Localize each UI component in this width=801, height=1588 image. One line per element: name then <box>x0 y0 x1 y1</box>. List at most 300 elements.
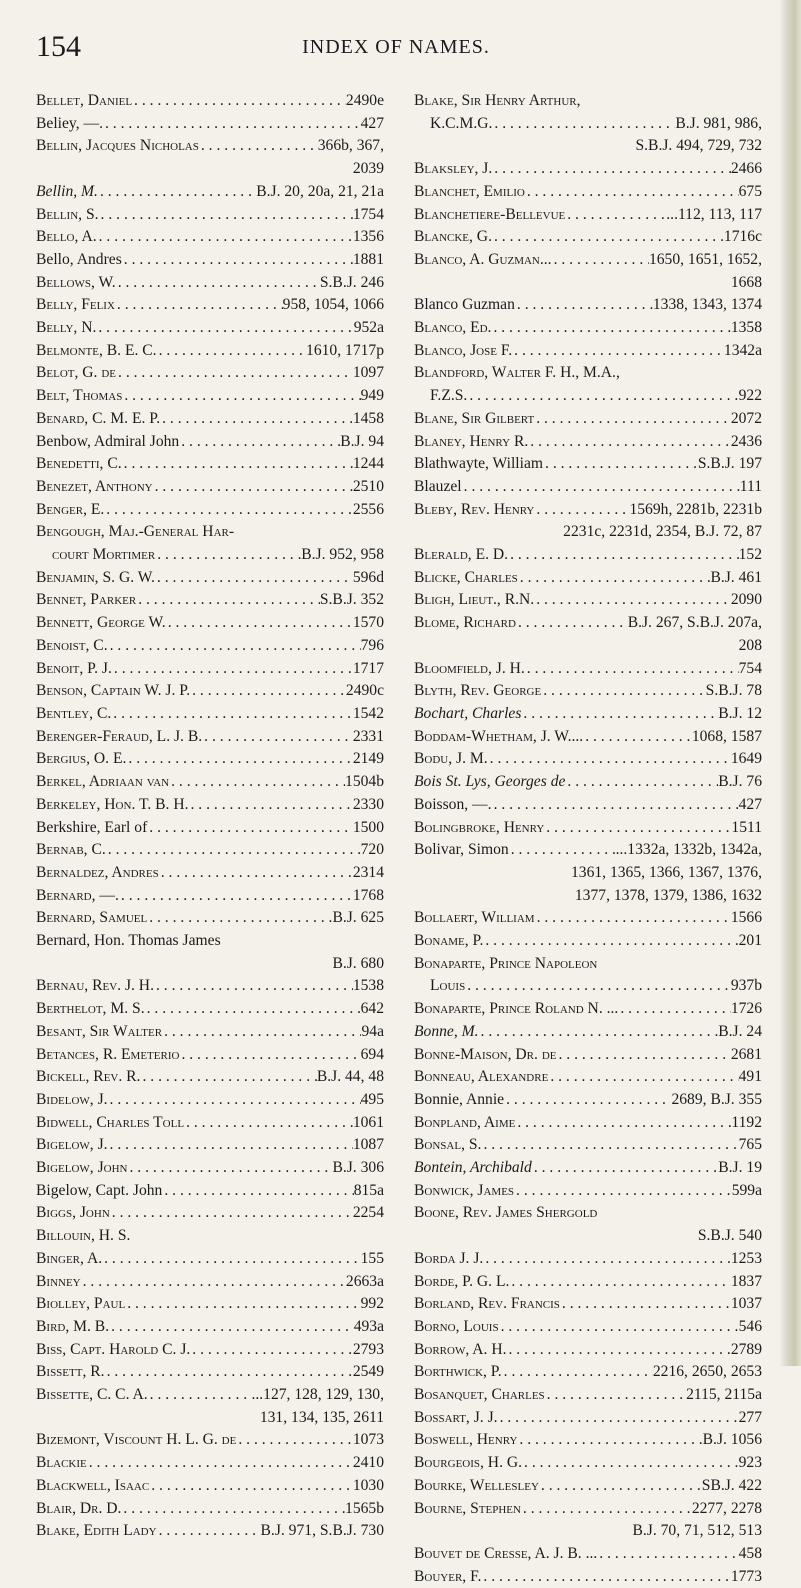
entry-name: Bonpland, Aime <box>414 1113 516 1131</box>
entry-line <box>36 1498 384 1521</box>
entry-line <box>414 226 762 249</box>
entry-name: Bennett, George W. <box>36 614 166 632</box>
index-entry <box>414 204 762 227</box>
entry-name: Bellin, M. <box>36 182 98 200</box>
entry-refs: 111 <box>739 477 762 495</box>
leader-dots <box>507 1339 731 1362</box>
leader-dots <box>539 1475 702 1498</box>
leader-dots <box>145 998 361 1021</box>
leader-dots <box>498 1407 739 1430</box>
entry-line <box>36 1293 384 1316</box>
entry-name: Bidelow, J. <box>36 1090 108 1108</box>
entry-refs-continued: S.B.J. 540 <box>697 1227 762 1245</box>
entry-name: Boone, Rev. James Shergold <box>414 1204 598 1222</box>
entry-refs: 958, 1054, 1066 <box>282 296 384 314</box>
leader-dots <box>508 544 739 567</box>
entry-line <box>36 1044 384 1067</box>
entry-name: Bentley, C. <box>36 704 112 722</box>
leader-dots <box>147 817 353 840</box>
leader-dots <box>483 1248 731 1271</box>
leader-dots <box>116 362 353 385</box>
entry-name: Besant, Sir Walter <box>36 1022 163 1040</box>
entry-line <box>36 1271 384 1294</box>
entry-subline <box>414 975 762 998</box>
entry-refs: 1458 <box>352 409 384 427</box>
leader-dots <box>110 1202 353 1225</box>
entry-refs: 2277, 2278 <box>691 1499 762 1517</box>
leader-dots <box>190 680 346 703</box>
entry-refs: 1030 <box>352 1476 384 1494</box>
entry-refs: 1716c <box>723 228 762 246</box>
leader-dots <box>122 385 360 408</box>
entry-refs: 491 <box>738 1068 762 1086</box>
entry-name: Biggs, John <box>36 1204 110 1222</box>
entry-refs: 2490c <box>345 682 384 700</box>
entry-line <box>414 726 762 749</box>
leader-dots <box>147 907 332 930</box>
entry-refs: 2510 <box>352 477 384 495</box>
leader-dots <box>488 748 731 771</box>
entry-line <box>36 703 384 726</box>
leader-dots <box>153 476 353 499</box>
entry-line <box>36 771 384 794</box>
entry-name: Bourgeois, H. G. <box>414 1454 523 1472</box>
entry-name: Bernab, C. <box>36 841 106 859</box>
entry-line <box>36 249 384 272</box>
entry-line <box>414 771 762 794</box>
entry-line <box>414 1566 762 1588</box>
leader-dots <box>465 975 731 998</box>
index-entry <box>414 1248 762 1271</box>
index-entry <box>36 1498 384 1521</box>
entry-name: Bochart, Charles <box>414 704 522 722</box>
leader-dots <box>504 1089 671 1112</box>
entry-refs: 2793 <box>352 1340 384 1358</box>
entry-refs: B.J. 461 <box>710 568 762 586</box>
index-entry <box>36 1520 384 1543</box>
index-entry <box>414 453 762 476</box>
entry-name: Belt, Thomas <box>36 387 123 405</box>
entry-line <box>414 544 762 567</box>
entry-name: Blathwayte, William <box>414 455 544 473</box>
entry-line <box>36 907 384 930</box>
entry-refs: 1338, 1343, 1374 <box>652 296 762 314</box>
entry-name: Biolley, Paul <box>36 1295 126 1313</box>
entry-name: Borde, P. G. L. <box>414 1272 510 1290</box>
index-entry <box>414 1361 762 1384</box>
leader-dots <box>516 612 628 635</box>
entry-name: Blanco Guzman <box>414 296 515 314</box>
leader-dots <box>492 113 675 136</box>
index-entry <box>36 1475 384 1498</box>
entry-name: Berkeley, Hon. T. B. H. <box>36 795 189 813</box>
entry-refs: 366b, 367, <box>317 137 384 155</box>
entry-line <box>36 680 384 703</box>
leader-dots <box>179 431 340 454</box>
leader-dots <box>618 998 730 1021</box>
leader-dots <box>122 453 353 476</box>
index-entry <box>36 589 384 612</box>
index-entry <box>414 1134 762 1157</box>
entry-name: Borrow, A. H. <box>414 1340 507 1358</box>
index-entry <box>36 1066 384 1089</box>
entry-refs-continued: 2231c, 2231d, 2354, B.J. 72, 87 <box>563 523 762 541</box>
index-entry <box>36 794 384 817</box>
entry-name: F.Z.S. <box>430 387 468 405</box>
entry-name: Blerald, E. D. <box>414 546 509 564</box>
entry-name: Bigelow, J. <box>36 1136 108 1154</box>
entry-name: Bonsal, S. <box>414 1136 482 1154</box>
entry-name: Blome, Richard <box>414 614 516 632</box>
leader-dots <box>518 567 711 590</box>
entry-refs: 2689, B.J. 355 <box>671 1090 762 1108</box>
entry-line <box>414 1021 762 1044</box>
entry-refs: 1754 <box>352 205 384 223</box>
index-entry <box>36 703 384 726</box>
entry-line <box>414 1157 762 1180</box>
entry-refs-continued: 1668 <box>730 273 762 291</box>
entry-line <box>36 499 384 522</box>
entry-name: Bonneau, Alexandre <box>414 1068 549 1086</box>
index-entry <box>414 1475 762 1498</box>
entry-line <box>414 1543 762 1566</box>
entry-name: Blanco, A. Guzman... <box>414 250 552 268</box>
leader-dots <box>109 1316 354 1339</box>
leader-dots <box>190 1339 353 1362</box>
entry-refs: B.J. 76 <box>718 773 762 791</box>
index-entry <box>414 612 762 657</box>
index-column-right <box>414 90 762 1588</box>
leader-dots <box>166 612 353 635</box>
index-entry <box>36 1112 384 1135</box>
index-entry <box>36 408 384 431</box>
entry-refs: 720 <box>360 841 384 859</box>
entry-refs: B.J. 24 <box>718 1022 762 1040</box>
entry-refs: ...112, 113, 117 <box>666 205 762 223</box>
entry-refs: S.B.J. 197 <box>697 455 762 473</box>
entry-name: Borthwick, P. <box>414 1363 502 1381</box>
entry-line <box>414 589 762 612</box>
index-entry <box>36 1202 384 1225</box>
index-entry <box>36 748 384 771</box>
index-entry <box>414 1112 762 1135</box>
leader-dots <box>481 1134 738 1157</box>
leader-dots <box>106 839 361 862</box>
entry-refs: 1097 <box>352 364 384 382</box>
index-entry <box>36 771 384 794</box>
entry-name: Bois St. Lys, Georges de <box>414 773 566 791</box>
index-entry <box>414 1021 762 1044</box>
entry-refs: B.J. 1056 <box>702 1431 762 1449</box>
entry-name: court Mortimer <box>52 546 156 564</box>
entry-name: Bonnie, Annie <box>414 1090 505 1108</box>
entry-name: Borland, Rev. Francis <box>414 1295 560 1313</box>
entry-line <box>414 1248 762 1271</box>
entry-name: Bonne-Maison, Dr. de <box>414 1045 557 1063</box>
entry-name: Boddam-Whetham, J. W.... <box>414 727 584 745</box>
index-entry <box>36 113 384 136</box>
entry-line <box>36 930 384 953</box>
entry-line <box>414 249 762 272</box>
entry-line <box>36 1089 384 1112</box>
entry-refs: 815a <box>353 1181 384 1199</box>
entry-refs: 1566 <box>730 909 762 927</box>
entry-line <box>414 680 762 703</box>
entry-refs: 2410 <box>352 1454 384 1472</box>
entry-refs: 796 <box>360 636 384 654</box>
entry-line <box>414 1339 762 1362</box>
leader-dots <box>127 1157 332 1180</box>
entry-line <box>414 567 762 590</box>
index-entry <box>36 1339 384 1362</box>
index-entry <box>414 726 762 749</box>
index-entry <box>36 1429 384 1452</box>
entry-name: Bizemont, Viscount H. L. G. de <box>36 1431 237 1449</box>
index-entry <box>36 930 384 975</box>
leader-dots <box>509 1271 730 1294</box>
entry-refs: B.J. 19 <box>718 1159 762 1177</box>
entry-name: Berkshire, Earl of <box>36 818 148 836</box>
leader-dots <box>132 90 346 113</box>
index-entry <box>414 658 762 681</box>
index-entry <box>414 158 762 181</box>
index-entry <box>36 453 384 476</box>
page-number: 154 <box>36 30 81 63</box>
index-entry <box>414 1407 762 1430</box>
entry-line <box>414 476 762 499</box>
entry-name: Bernard, Hon. Thomas James <box>36 932 221 950</box>
entry-name: Bernaldez, Andres <box>36 863 159 881</box>
index-entry <box>414 499 762 544</box>
entry-refs: 2331 <box>352 727 384 745</box>
entry-refs-continued: B.J. 70, 71, 512, 513 <box>632 1522 762 1540</box>
entry-refs: 94a <box>361 1022 384 1040</box>
index-entry <box>414 1566 762 1588</box>
index-column-left <box>36 90 384 1543</box>
leader-dots <box>535 907 731 930</box>
index-entry <box>414 703 762 726</box>
index-entry <box>414 1180 762 1203</box>
index-entry <box>36 1134 384 1157</box>
leader-dots <box>528 431 731 454</box>
entry-refs: 952a <box>353 319 384 337</box>
leader-dots <box>509 839 616 862</box>
entry-line <box>36 521 384 544</box>
leader-dots <box>121 1498 345 1521</box>
entry-name: Belmonte, B. E. C. <box>36 341 157 359</box>
entry-name: Blanco, Ed. <box>414 319 492 337</box>
entry-name: Bellows, W. <box>36 273 116 291</box>
entry-refs: 2254 <box>352 1204 384 1222</box>
entry-name: Blandford, Walter F. H., M.A., <box>414 364 620 382</box>
index-entry <box>414 249 762 294</box>
leader-dots <box>169 771 345 794</box>
index-entry <box>36 249 384 272</box>
index-entry <box>414 1157 762 1180</box>
leader-dots <box>597 1543 738 1566</box>
entry-refs: 596d <box>352 568 384 586</box>
index-entry <box>414 90 762 158</box>
entry-refs: 1717 <box>352 659 384 677</box>
entry-refs: B.J. 267, S.B.J. 207a, <box>627 614 762 632</box>
leader-dots <box>157 340 306 363</box>
entry-name: Benoit, P. J. <box>36 659 112 677</box>
entry-refs: B.J. 971, S.B.J. 730 <box>260 1522 384 1540</box>
leader-dots <box>115 294 283 317</box>
entry-refs-continued: 131, 134, 135, 2611 <box>259 1408 384 1426</box>
entry-name: Bigelow, John <box>36 1159 128 1177</box>
leader-dots <box>87 1452 353 1475</box>
entry-refs: 922 <box>738 387 762 405</box>
leader-dots <box>565 771 718 794</box>
entry-refs: 1773 <box>730 1567 762 1585</box>
entry-refs: 1244 <box>352 455 384 473</box>
entry-name: Blake, Edith Lady <box>36 1522 157 1540</box>
entry-refs: 2072 <box>730 409 762 427</box>
index-entry <box>36 135 384 180</box>
index-entry <box>414 748 762 771</box>
entry-name: Blair, Dr. D. <box>36 1499 122 1517</box>
entry-line <box>36 1248 384 1271</box>
entry-refs: 277 <box>738 1408 762 1426</box>
entry-refs: 1061 <box>352 1113 384 1131</box>
entry-name: Bellin, Jacques Nicholas <box>36 137 199 155</box>
entry-refs: 2216, 2650, 2653 <box>652 1363 762 1381</box>
index-entry <box>36 1225 384 1248</box>
entry-line <box>36 226 384 249</box>
entry-line <box>36 1134 384 1157</box>
index-entry <box>36 907 384 930</box>
index-entry <box>36 294 384 317</box>
index-entry <box>36 567 384 590</box>
entry-refs: 427 <box>360 114 384 132</box>
entry-line <box>36 90 384 113</box>
index-entry <box>36 521 384 566</box>
entry-refs: 1500 <box>352 818 384 836</box>
entry-refs: 2115, 2115a <box>686 1386 762 1404</box>
index-entry <box>414 771 762 794</box>
entry-line <box>36 748 384 771</box>
index-entry <box>36 635 384 658</box>
leader-dots <box>556 1044 730 1067</box>
entry-refs: 992 <box>360 1295 384 1313</box>
index-entry <box>414 953 762 998</box>
entry-refs: 458 <box>738 1545 762 1562</box>
index-entry <box>414 907 762 930</box>
entry-line <box>36 385 384 408</box>
entry-refs: B.J. 94 <box>340 432 384 450</box>
index-entry <box>36 431 384 454</box>
leader-dots <box>565 204 666 227</box>
entry-name: Blanchetiere-Bellevue <box>414 205 566 223</box>
leader-dots <box>517 1429 702 1452</box>
index-entry <box>414 181 762 204</box>
entry-line <box>414 317 762 340</box>
entry-line <box>414 658 762 681</box>
entry-name: Belot, G. de <box>36 364 117 382</box>
entry-refs: 765 <box>738 1136 762 1154</box>
entry-refs: 2330 <box>352 795 384 813</box>
leader-dots <box>492 158 731 181</box>
entry-line <box>414 817 762 840</box>
index-entry <box>414 408 762 431</box>
index-entry <box>36 340 384 363</box>
entry-refs: 2149 <box>352 750 384 768</box>
entry-refs: B.J. 20, 20a, 21, 21a <box>256 182 384 200</box>
entry-line <box>414 1384 762 1407</box>
entry-line <box>414 907 762 930</box>
entry-refs: 599a <box>731 1181 762 1199</box>
leader-dots <box>122 249 353 272</box>
leader-dots <box>184 1112 353 1135</box>
leader-dots <box>189 794 353 817</box>
entry-line <box>36 817 384 840</box>
leader-dots <box>534 408 731 431</box>
index-entry <box>414 1316 762 1339</box>
entry-line <box>36 1225 384 1248</box>
page-title: INDEX OF NAMES. <box>302 36 490 58</box>
entry-name: Belly, Felix <box>36 296 115 314</box>
leader-dots <box>179 1044 360 1067</box>
entry-name: Blaksley, J. <box>414 160 493 178</box>
entry-name: Bourne, Stephen <box>414 1499 521 1517</box>
index-entry <box>36 1293 384 1316</box>
leader-dots <box>512 340 724 363</box>
entry-name: Blackwell, Isaac <box>36 1476 150 1494</box>
entry-refs: 2436 <box>730 432 762 450</box>
index-entry <box>414 476 762 499</box>
entry-refs: 1538 <box>352 977 384 995</box>
entry-line <box>36 998 384 1021</box>
leader-dots <box>162 1180 353 1203</box>
leader-dots <box>552 249 649 272</box>
entry-line <box>414 204 762 227</box>
entry-refs: 2490e <box>345 92 384 109</box>
entry-name: Bolingbroke, Henry <box>414 818 545 836</box>
leader-dots <box>202 726 353 749</box>
entry-line <box>414 1452 762 1475</box>
entry-name: Blancke, G. <box>414 228 492 246</box>
entry-refs: 1570 <box>352 614 384 632</box>
index-entry <box>36 658 384 681</box>
entry-line <box>414 340 762 363</box>
entry-line <box>414 453 762 476</box>
entry-name: Betances, R. Emeterio <box>36 1045 180 1063</box>
entry-line <box>414 1407 762 1430</box>
entry-line <box>414 1271 762 1294</box>
entry-line <box>414 1429 762 1452</box>
entry-refs: 2090 <box>730 591 762 609</box>
leader-dots <box>125 1293 360 1316</box>
entry-name: Bonaparte, Prince Roland N. ... <box>414 1000 619 1018</box>
entry-line <box>36 794 384 817</box>
entry-line <box>414 703 762 726</box>
leader-dots <box>149 1475 353 1498</box>
entry-name: Bouvet de Cresse, A. J. B. ... <box>414 1545 598 1562</box>
entry-name: Bellin, S. <box>36 205 99 223</box>
leader-dots <box>534 589 731 612</box>
entry-name: Bonaparte, Prince Napoleon <box>414 954 598 972</box>
entry-name: Blane, Sir Gilbert <box>414 409 535 427</box>
entry-refs: 427 <box>738 795 762 813</box>
entry-refs: 754 <box>738 659 762 677</box>
index-entry <box>36 1248 384 1271</box>
entry-refs: 1087 <box>352 1136 384 1154</box>
index-entry <box>414 1498 762 1543</box>
index-entry <box>414 1543 762 1566</box>
entry-name: Bidwell, Charles Toll <box>36 1113 185 1131</box>
leader-dots <box>560 1293 731 1316</box>
